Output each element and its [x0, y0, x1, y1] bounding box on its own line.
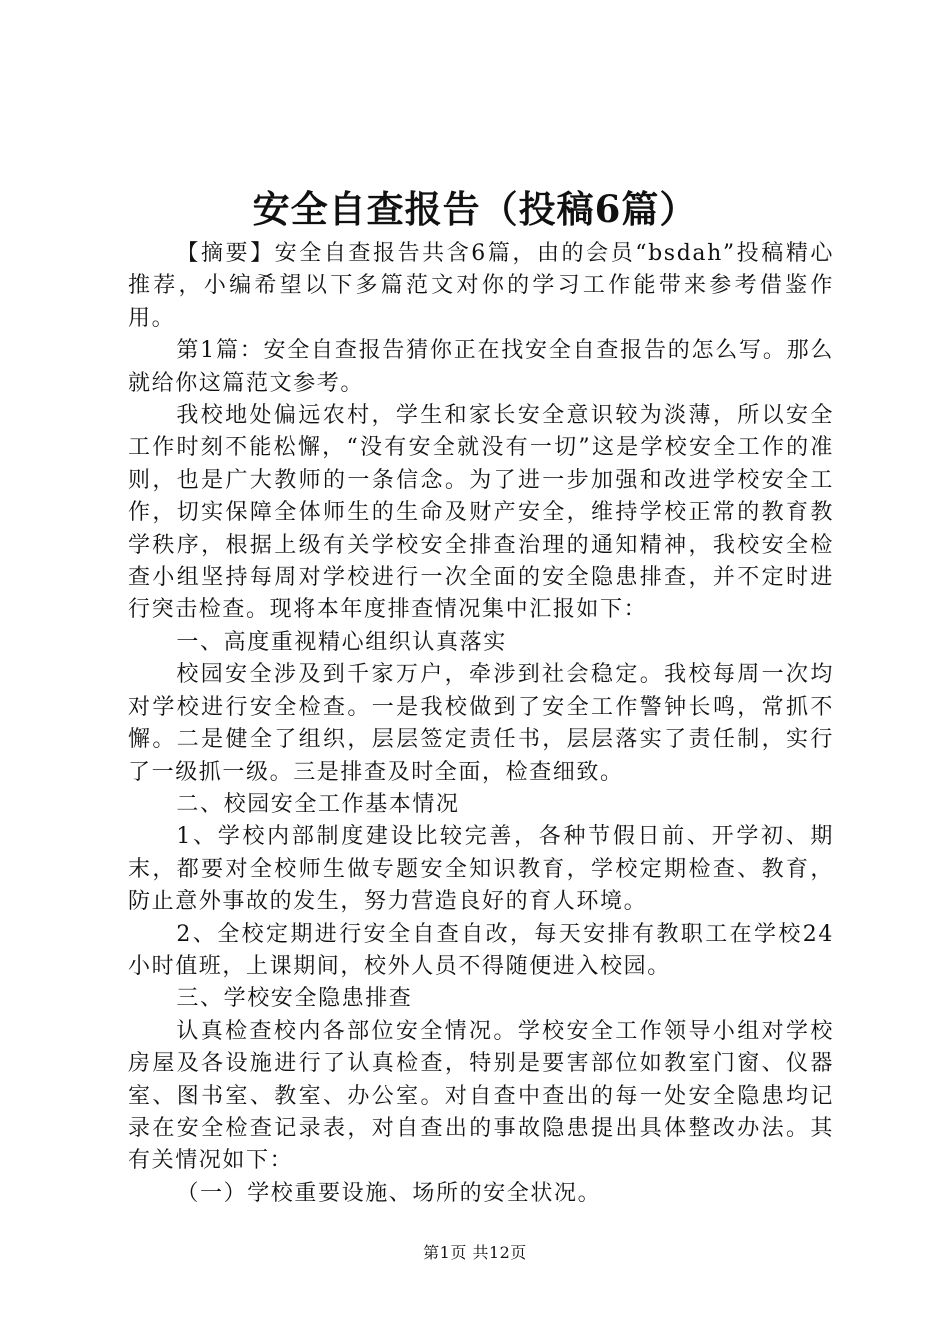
subsection-heading: （一）学校重要设施、场所的安全状况。: [176, 1180, 602, 1206]
section-heading: 一、高度重视精心组织认真落实: [176, 629, 507, 655]
document-body: [128, 238, 834, 1210]
list-item: 2、全校定期进行安全自查自改，每天安排有教职工在学校24小时值班，上课期间，校外人员不得随便进入校园。: [128, 921, 834, 979]
list-item: 1、学校内部制度建设比较完善，各种节假日前、开学初、期末，都要对全校师生做专题安全知识教育，学校定期检查、教育，防止意外事故的发生，努力营造良好的育人环境。: [128, 824, 834, 915]
paragraph: 校园安全涉及到千家万户，牵涉到社会稳定。我校每周一次均对学校进行安全检查。一是我校做到了安全工作警钟长鸣，常抓不懈。二是健全了组织，层层签定责任书，层层落实了责任制，实行了一级抓一级。三是排查及时全面，检查细致。: [128, 662, 834, 785]
paragraph: 认真检查校内各部位安全情况。学校安全工作领导小组对学校房屋及各设施进行了认真检查，特别是要害部位如教室门窗、仪器室、图书室、教室、办公室。对自查中查出的每一处安全隐患均记录在安全检查记录表，对自查出的事故隐患提出具体整改办法。其有关情况如下：: [128, 1018, 834, 1174]
section-heading: 三、学校安全隐患排查: [176, 986, 413, 1012]
paragraph: 第1篇：安全自查报告猜你正在找安全自查报告的怎么写。那么就给你这篇范文参考。: [128, 338, 834, 396]
document-title: 安全自查报告（投稿6篇）: [252, 187, 698, 231]
page-footer: 第1页 共12页: [423, 1243, 527, 1262]
summary-paragraph: 【摘要】安全自查报告共含6篇，由的会员“bsdah”投稿精心推荐，小编希望以下多篇范文对你的学习工作能带来参考借鉴作用。: [128, 241, 834, 331]
section-heading: 二、校园安全工作基本情况: [176, 791, 460, 817]
paragraph: 我校地处偏远农村，学生和家长安全意识较为淡薄，所以安全工作时刻不能松懈，“没有安全就没有一切”这是学校安全工作的准则，也是广大教师的一条信念。为了进一步加强和改进学校安全工作，切实保障全体师生的生命及财产安全，维持学校正常的教育教学秩序，根据上级有关学校安全排查治理的通知精神，我校安全检查小组坚持每周对学校进行一次全面的安全隐患排查，并不定时进行突击检查。现将本年度排查情况集中汇报如下：: [128, 403, 834, 623]
